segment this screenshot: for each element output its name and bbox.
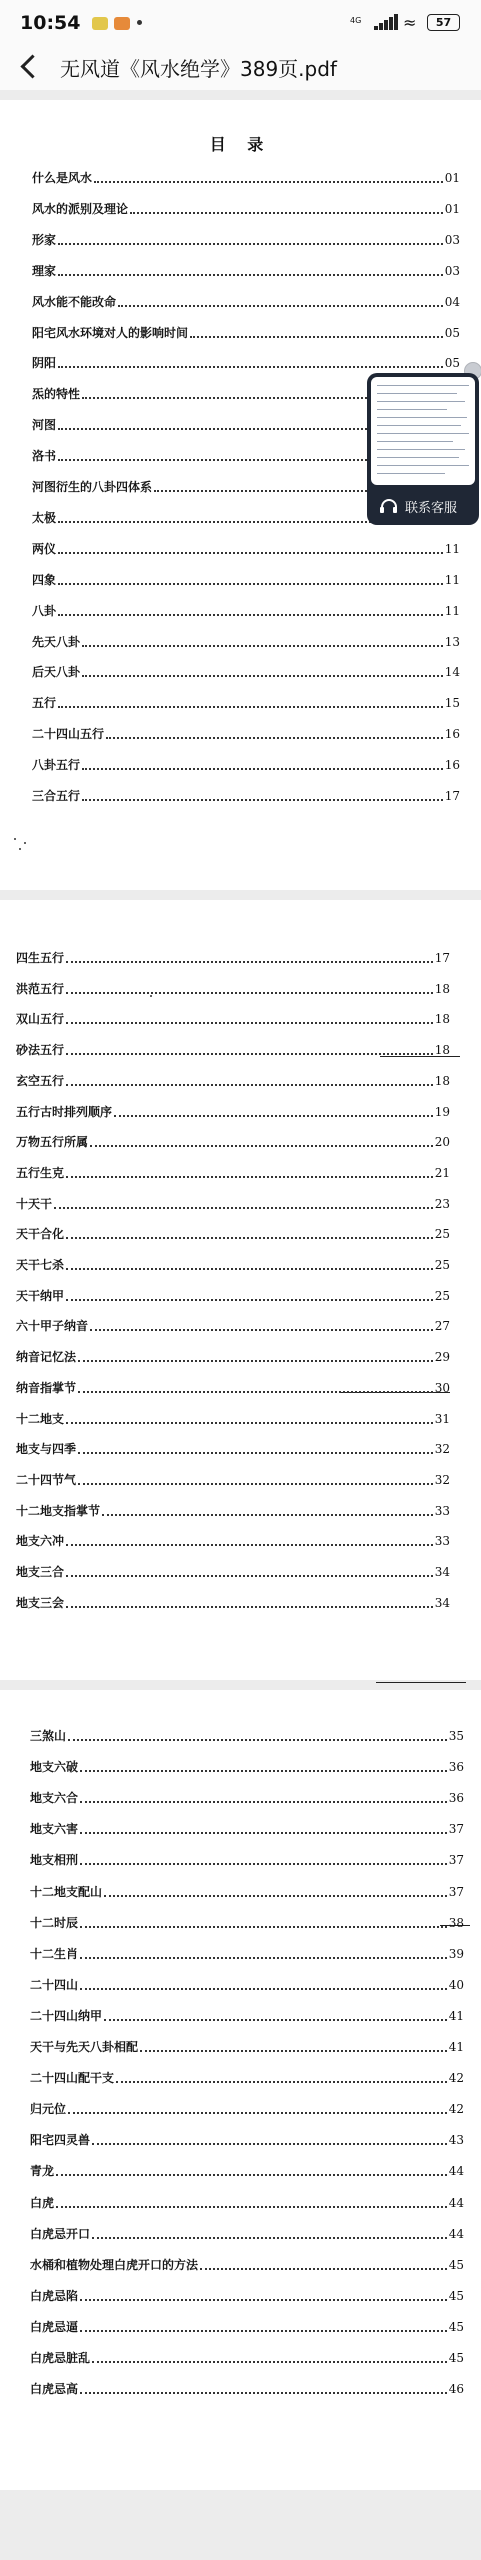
pdf-page-3 — [0, 1690, 481, 2490]
toc-entry[interactable] — [16, 1163, 450, 1183]
toc-entry-title: 太极 — [32, 510, 57, 525]
toc-entry-page: 45 — [448, 2319, 464, 2334]
toc-entry-title: 洪范五行 — [16, 981, 65, 996]
toc-entry[interactable] — [30, 2006, 464, 2026]
toc-entry-title: 白虎忌高 — [30, 2382, 79, 2397]
toc-entry-page: 25 — [434, 1227, 450, 1242]
toc-entry-title: 地支六害 — [30, 1822, 79, 1837]
toc-entry-title: 三煞山 — [30, 1729, 67, 1743]
toc-entry-title: 阴阳 — [32, 356, 57, 371]
toc-entry-page: 11 — [444, 572, 460, 587]
toc-entry-title: 后天八卦 — [32, 665, 81, 680]
toc-entry-page: 30 — [434, 1380, 450, 1395]
toc-entry-title: 玄空五行 — [16, 1073, 65, 1088]
dot-leader — [66, 1021, 433, 1024]
dot-leader — [114, 1114, 433, 1117]
dot-leader — [106, 736, 443, 739]
toc-entry-page: 46 — [448, 2382, 464, 2397]
toc-entry-title: 天干纳甲 — [16, 1288, 65, 1303]
toc-entry-title: 十二时辰 — [30, 1915, 79, 1930]
toc-entry-page: 44 — [448, 2164, 464, 2179]
toc-entry-title: 纳音记忆法 — [16, 1350, 77, 1365]
toc-entry-title: 四象 — [32, 572, 57, 587]
toc-entry-title: 二十四山五行 — [32, 727, 105, 742]
toc-entry-page: 03 — [444, 263, 460, 278]
toc-entry[interactable] — [32, 724, 460, 744]
dot-leader — [80, 1862, 447, 1865]
toc-entry-page: 32 — [434, 1472, 450, 1487]
dot-leader — [80, 1956, 447, 1959]
dot-leader — [82, 767, 443, 770]
toc-entry[interactable] — [16, 1132, 450, 1152]
toc-entry[interactable] — [30, 2379, 464, 2399]
toc-entry-page: 35 — [448, 1729, 464, 1743]
toc-entry-title: 洛书 — [32, 449, 57, 464]
dot-leader — [82, 798, 443, 801]
dot-leader — [58, 705, 443, 708]
toc-entry[interactable] — [30, 2161, 464, 2181]
signal-icon — [374, 14, 398, 30]
toc-entry-title: 地支相刑 — [30, 1853, 79, 1868]
toc-entry-page: 39 — [448, 1946, 464, 1961]
toc-entry[interactable] — [32, 693, 460, 713]
toc-entry[interactable] — [32, 230, 460, 250]
toc-entry[interactable] — [30, 2348, 464, 2368]
page-thumbnail — [371, 377, 475, 485]
toc-entry-title: 四生五行 — [16, 951, 65, 965]
toc-entry-title: 八卦五行 — [32, 758, 81, 773]
dot-leader — [92, 2360, 447, 2363]
toc-entry-page: 45 — [448, 2351, 464, 2365]
dot-leader — [54, 1206, 433, 1209]
toc-entry-page: 37 — [448, 1853, 464, 1868]
dot-leader — [68, 2111, 447, 2114]
toc-entry[interactable] — [32, 353, 460, 373]
toc-entry-page: 29 — [434, 1350, 450, 1365]
toc-entry-title: 风水能不能改命 — [32, 294, 117, 309]
toc-entry-title: 天干七杀 — [16, 1258, 65, 1272]
toc-entry-title: 白虎忌开口 — [30, 2226, 91, 2241]
toc-entry-title: 十二地支配山 — [30, 1884, 103, 1899]
toc-entry[interactable] — [32, 323, 460, 343]
dot-leader — [68, 1738, 447, 1741]
dot-leader — [66, 1421, 433, 1424]
toc-entry-page: 25 — [434, 1288, 450, 1303]
dot-leader — [102, 1513, 433, 1516]
toc-entry[interactable] — [30, 1975, 464, 1995]
dot-leader — [66, 1574, 433, 1577]
toc-entry[interactable] — [16, 1439, 450, 1459]
dot-leader — [80, 2329, 447, 2332]
pdf-page-2 — [0, 900, 481, 1680]
dot-leader — [58, 365, 443, 368]
dot-leader — [78, 1482, 433, 1485]
toc-entry-title: 地支六破 — [30, 1760, 79, 1775]
toc-entry-title: 二十四山 — [30, 1977, 79, 1992]
dot-leader — [58, 582, 443, 585]
toc-entry-title: 五行古时排列顺序 — [16, 1104, 113, 1119]
toc-entry-page: 16 — [444, 727, 460, 742]
toc-entry-title: 河图 — [32, 418, 57, 433]
toc-entry[interactable] — [32, 786, 460, 806]
toc-entry-title: 炁的特性 — [32, 387, 81, 402]
wifi-icon: ≈ — [403, 13, 417, 32]
toc-entry-title: 十二生肖 — [30, 1946, 79, 1961]
toc-entry[interactable] — [16, 1347, 450, 1367]
toc-entry-page: 17 — [434, 951, 450, 965]
toc-entry-page: 13 — [444, 634, 460, 649]
headset-icon — [381, 499, 397, 511]
toc-entry-page: 18 — [434, 1012, 450, 1027]
toc-entry-page: 16 — [444, 758, 460, 773]
toc-entry-title: 地支六合 — [30, 1791, 79, 1806]
toc-entry[interactable] — [30, 1819, 464, 1839]
toc-entry[interactable] — [16, 948, 450, 968]
toc-entry[interactable] — [30, 1757, 464, 1777]
dot-leader — [90, 1144, 433, 1147]
toc-entry-page: 21 — [434, 1165, 450, 1180]
toc-entry[interactable] — [16, 1316, 450, 1336]
toc-entry-title: 十二地支 — [16, 1411, 65, 1426]
toc-entry-title: 河图衍生的八卦四体系 — [32, 480, 153, 494]
toc-entry-page: 45 — [448, 2288, 464, 2303]
toc-entry-page: 40 — [448, 1977, 464, 1992]
toc-entry-title: 归元位 — [30, 2102, 67, 2117]
toc-entry-page: 41 — [448, 2040, 464, 2054]
more-notifications-icon — [137, 20, 142, 25]
toc-entry[interactable] — [32, 570, 460, 590]
toc-entry[interactable] — [16, 1501, 450, 1521]
toc-entry-page: 11 — [444, 603, 460, 618]
dot-leader — [94, 180, 443, 183]
toc-entry[interactable] — [32, 755, 460, 775]
dot-leader — [80, 1769, 447, 1772]
toc-entry[interactable] — [16, 1593, 450, 1613]
toc-entry-page: 18 — [434, 1043, 450, 1058]
toc-entry-page: 43 — [448, 2133, 464, 2148]
dot-leader — [104, 1894, 447, 1897]
dot-leader — [58, 242, 443, 245]
dot-leader — [82, 674, 443, 677]
toc-entry-title: 白虎忌脏乱 — [30, 2351, 91, 2365]
toc-entry[interactable] — [30, 2193, 464, 2213]
dot-leader — [104, 2018, 447, 2021]
toc-entry[interactable] — [32, 292, 460, 312]
toc-entry-title: 五行生克 — [16, 1165, 65, 1180]
toc-entry-page: 42 — [448, 2071, 464, 2086]
customer-service-widget[interactable] — [367, 373, 479, 525]
dot-leader — [80, 1987, 447, 1990]
toc-entry[interactable] — [32, 261, 460, 281]
dot-leader — [80, 2391, 447, 2394]
toc-entry-page: 44 — [448, 2195, 464, 2210]
toc-entry-title: 青龙 — [30, 2164, 55, 2179]
toc-entry-title: 十天干 — [16, 1196, 53, 1211]
dot-leader — [66, 1236, 433, 1239]
toc-entry-title: 双山五行 — [16, 1012, 65, 1027]
toc-entry[interactable] — [32, 539, 460, 559]
dot-leader — [66, 1052, 433, 1055]
dot-leader — [190, 335, 443, 338]
toc-entry[interactable] — [32, 168, 460, 188]
dot-leader — [80, 1831, 447, 1834]
toc-entry-title: 十二地支指掌节 — [16, 1503, 101, 1518]
contact-support-label: 联系客服 — [405, 501, 458, 516]
toc-entry[interactable] — [16, 1531, 450, 1551]
dot-leader — [130, 211, 443, 214]
status-time: 10:54 — [20, 12, 81, 34]
back-icon[interactable] — [20, 54, 44, 78]
toc-entry[interactable] — [32, 601, 460, 621]
toc-entry[interactable] — [16, 1224, 450, 1244]
dot-leader — [66, 1175, 433, 1178]
dot-leader — [116, 2080, 447, 2083]
toc-entry[interactable] — [30, 1850, 464, 1870]
toc-entry-page: 19 — [434, 1104, 450, 1119]
toc-entry-title: 什么是风水 — [32, 171, 93, 185]
toc-entry-title: 水桶和植物处理白虎开口的方法 — [30, 2257, 199, 2272]
toc-entry-title: 八卦 — [32, 603, 57, 618]
toc-entry-page: 05 — [444, 325, 460, 340]
dot-leader — [66, 1543, 433, 1546]
toc-entry[interactable] — [30, 2224, 464, 2244]
toc-entry-page: 11 — [444, 541, 460, 556]
toc-entry-title: 二十四节气 — [16, 1472, 77, 1487]
dot-leader — [140, 2049, 447, 2052]
toc-entry-page: 04 — [444, 294, 460, 309]
toc-entry-title: 白虎忌陷 — [30, 2288, 79, 2303]
toc-entry[interactable] — [32, 632, 460, 652]
toc-entry[interactable] — [30, 1913, 464, 1933]
toc-entry-title: 二十四山纳甲 — [30, 2008, 103, 2023]
toc-entry-title: 六十甲子纳音 — [16, 1319, 89, 1334]
toc-entry-title: 地支三合 — [16, 1565, 65, 1579]
toc-entry-page: 44 — [448, 2226, 464, 2241]
toc-entry-title: 风水的派别及理论 — [32, 201, 129, 216]
toc-entry[interactable] — [30, 1788, 464, 1808]
toc-entry-title: 三合五行 — [32, 789, 81, 803]
toc-entry-title: 万物五行所属 — [16, 1135, 89, 1150]
toc-entry[interactable] — [30, 2037, 464, 2057]
toc-entry-title: 形家 — [32, 232, 57, 247]
toc-entry[interactable] — [30, 2255, 464, 2275]
dot-leader — [80, 1800, 447, 1803]
toc-entry-page: 45 — [448, 2257, 464, 2272]
status-bar — [0, 0, 481, 44]
toc-entry[interactable] — [32, 199, 460, 219]
toc-entry[interactable] — [32, 662, 460, 682]
dot-leader — [78, 1451, 433, 1454]
dot-leader — [80, 2298, 447, 2301]
battery-icon — [427, 14, 460, 31]
toc-entry-page: 14 — [444, 665, 460, 680]
toc-entry-page: 03 — [444, 232, 460, 247]
toc-heading: 目 录 — [209, 135, 272, 154]
dot-leader — [200, 2267, 447, 2270]
toc-entry-page: 33 — [434, 1503, 450, 1518]
toc-entry[interactable] — [16, 1194, 450, 1214]
toc-entry-page: 36 — [448, 1760, 464, 1775]
toc-entry-page: 38 — [448, 1915, 464, 1930]
toc-entry-page: 20 — [434, 1135, 450, 1150]
toc-entry-page: 41 — [448, 2008, 464, 2023]
dot-leader — [66, 960, 433, 963]
dot-leader — [58, 551, 443, 554]
toc-entry-page: 18 — [434, 981, 450, 996]
toc-entry[interactable] — [30, 2130, 464, 2150]
toc-entry-page: 18 — [434, 1073, 450, 1088]
toc-entry[interactable] — [30, 2099, 464, 2119]
toc-entry-page: 01 — [444, 171, 460, 185]
toc-entry[interactable] — [16, 1071, 450, 1091]
toc-entry-page: 34 — [434, 1595, 450, 1610]
toc-entry[interactable] — [16, 1040, 450, 1060]
toc-entry-title: 白虎 — [30, 2195, 55, 2210]
dot-leader — [56, 2205, 447, 2208]
app-notification-icon — [92, 17, 108, 30]
toc-entry[interactable] — [16, 1255, 450, 1275]
toc-entry[interactable] — [30, 1726, 464, 1746]
toc-entry-title: 白虎忌逼 — [30, 2319, 79, 2334]
toc-entry[interactable] — [30, 2286, 464, 2306]
app-notification-icon — [114, 17, 130, 30]
dot-leader — [56, 2173, 447, 2176]
toc-entry-title: 地支六冲 — [16, 1534, 65, 1549]
toc-entry-title: 地支与四季 — [16, 1442, 77, 1457]
toc-entry[interactable] — [16, 1378, 450, 1398]
toc-entry[interactable] — [30, 1944, 464, 1964]
toc-entry-page: 17 — [444, 789, 460, 803]
dot-leader — [66, 1298, 433, 1301]
toc-entry-title: 二十四山配干支 — [30, 2071, 115, 2086]
dot-leader — [80, 1925, 447, 1928]
toc-entry[interactable] — [16, 1009, 450, 1029]
dot-leader — [66, 1083, 433, 1086]
toc-entry[interactable] — [16, 1470, 450, 1490]
dot-leader — [66, 991, 433, 994]
toc-entry-page: 32 — [434, 1442, 450, 1457]
dot-leader — [90, 1328, 433, 1331]
battery-level: 57 — [435, 16, 452, 29]
toc-entry-title: 阳宅风水环境对人的影响时间 — [32, 325, 189, 340]
document-title: 无风道《风水绝学》389页.pdf — [60, 57, 337, 81]
toc-entry-title: 五行 — [32, 696, 57, 711]
dot-leader — [92, 2236, 447, 2239]
toc-entry-title: 地支三会 — [16, 1595, 65, 1610]
toc-entry[interactable] — [16, 1102, 450, 1122]
toc-entry[interactable] — [16, 979, 450, 999]
dot-leader — [66, 1267, 433, 1270]
toc-entry-page: 37 — [448, 1822, 464, 1837]
toc-entry-page: 01 — [444, 201, 460, 216]
toc-entry-page: 33 — [434, 1534, 450, 1549]
network-type: 4G — [350, 16, 362, 25]
toc-entry[interactable] — [30, 1882, 464, 1902]
toc-entry-page: 37 — [448, 1884, 464, 1899]
toc-entry-page: 25 — [434, 1258, 450, 1272]
toc-entry-page: 05 — [444, 356, 460, 371]
dot-leader — [66, 1605, 433, 1608]
toc-entry[interactable] — [16, 1409, 450, 1429]
toc-entry-page: 42 — [448, 2102, 464, 2117]
dot-leader — [58, 613, 443, 616]
toc-entry-title: 砂法五行 — [16, 1043, 65, 1058]
toc-entry-page: 23 — [434, 1196, 450, 1211]
toc-entry[interactable] — [30, 2317, 464, 2337]
toc-entry-title: 理家 — [32, 263, 57, 278]
toc-entry-title: 纳音指掌节 — [16, 1380, 77, 1395]
toc-entry-title: 天干合化 — [16, 1227, 65, 1242]
dot-leader — [118, 304, 443, 307]
dot-leader — [78, 1359, 433, 1362]
toc-entry-page: 31 — [434, 1411, 450, 1426]
toc-entry-title: 两仪 — [32, 541, 57, 556]
dot-leader — [58, 273, 443, 276]
dot-leader — [82, 644, 443, 647]
toc-entry-title: 阳宅四灵兽 — [30, 2133, 91, 2148]
dot-leader — [78, 1390, 433, 1393]
toc-entry-page: 27 — [434, 1319, 450, 1334]
toc-entry-page: 34 — [434, 1565, 450, 1579]
toc-entry-page: 15 — [444, 696, 460, 711]
dot-leader — [92, 2142, 447, 2145]
toc-entry[interactable] — [30, 2068, 464, 2088]
toc-entry[interactable] — [16, 1286, 450, 1306]
toc-entry-title: 先天八卦 — [32, 634, 81, 649]
toc-entry-page: 36 — [448, 1791, 464, 1806]
title-bar — [0, 44, 481, 90]
toc-entry-title: 天干与先天八卦相配 — [30, 2040, 139, 2054]
toc-entry[interactable] — [16, 1562, 450, 1582]
